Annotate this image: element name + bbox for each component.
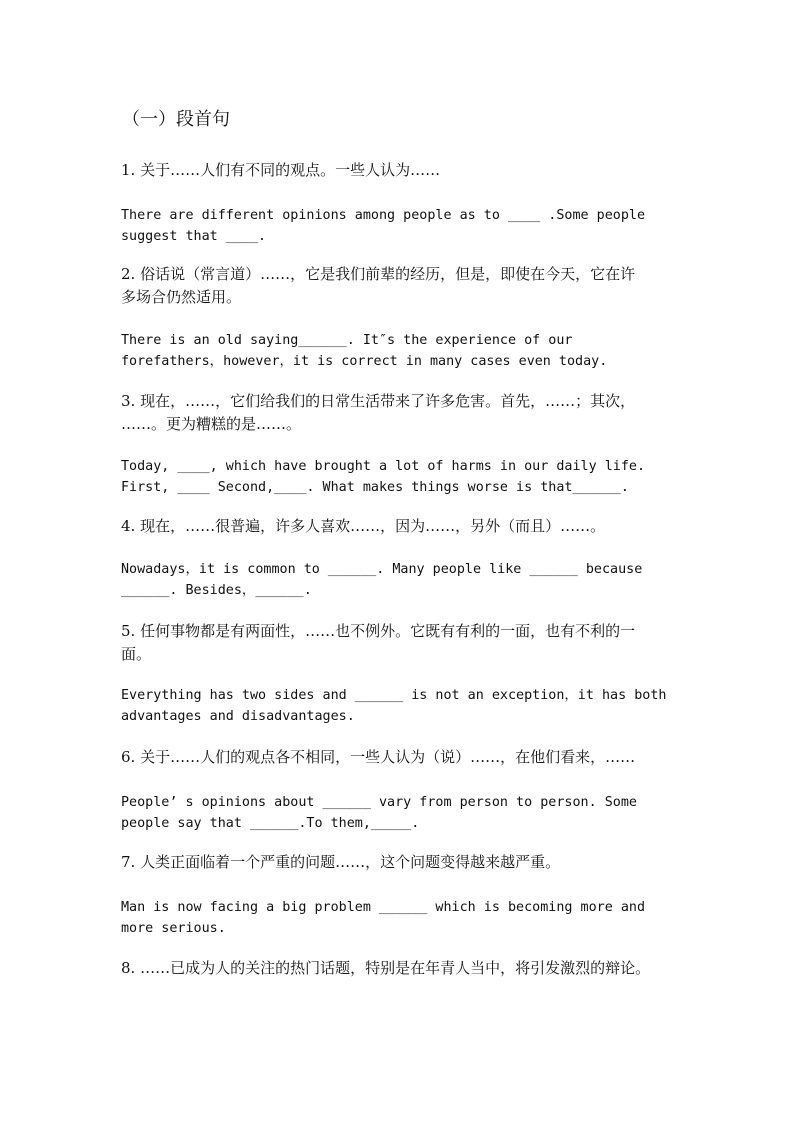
- text-line: 3. 现在，……，它们给我们的日常生活带来了许多危害。首先，……；其次，: [121, 392, 636, 410]
- item-7-chinese: [121, 851, 691, 874]
- text-line: ______. Besides，______.: [121, 583, 312, 598]
- text-line: suggest that ____.: [121, 229, 267, 244]
- item-3-english: [121, 456, 681, 498]
- text-line: People’ s opinions about ______ vary from person to person. Some: [121, 795, 637, 810]
- text-line: ……。更为糟糕的是……。: [121, 415, 302, 433]
- item-1-english: [121, 205, 681, 247]
- item-4-chinese: [121, 515, 691, 538]
- text-line: Everything has two sides and ______ is not an exception，it has both: [121, 688, 667, 703]
- item-5-chinese: [121, 620, 691, 666]
- text-line: 6. 关于……人们的观点各不相同，一些人认为（说）……，在他们看来，……: [121, 748, 636, 766]
- text-line: 多场合仍然适用。: [121, 288, 242, 306]
- text-line: 2. 俗话说（常言道）……，它是我们前辈的经历，但是，即使在今天，它在许: [121, 265, 636, 283]
- text-line: There are different opinions among people as to ____ .Some people: [121, 208, 646, 223]
- text-line: 面。: [121, 645, 152, 663]
- text-line: Today, ____, which have brought a lot of harms in our daily life.: [121, 459, 646, 474]
- text-line: 5. 任何事物都是有两面性，……也不例外。它既有有利的一面，也有不利的一: [121, 622, 636, 640]
- item-4-english: [121, 559, 681, 601]
- text-line: advantages and disadvantages.: [121, 709, 355, 724]
- item-6-english: [121, 792, 681, 834]
- text-line: more serious.: [121, 921, 226, 936]
- item-2-english: [121, 330, 681, 372]
- text-line: 7. 人类正面临着一个严重的问题……，这个问题变得越来越严重。: [121, 853, 561, 871]
- text-line: people say that ______.To them,_____.: [121, 816, 420, 831]
- text-line: Man is now facing a big problem ______ which is becoming more and: [121, 900, 646, 915]
- text-line: 4. 现在，……很普遍，许多人喜欢……，因为……，另外（而且）……。: [121, 517, 606, 535]
- item-2-chinese: [121, 263, 691, 309]
- item-1-chinese: [121, 159, 691, 182]
- section-heading: （一）段首句: [122, 109, 230, 130]
- item-3-chinese: [121, 390, 691, 436]
- item-5-english: [121, 685, 681, 727]
- text-line: There is an old saying______. It″s the experience of our: [121, 333, 573, 348]
- text-line: 8. ……已成为人的关注的热门话题，特别是在年青人当中，将引发激烈的辩论。: [121, 959, 651, 977]
- item-7-english: [121, 897, 681, 939]
- item-8-chinese: [121, 957, 691, 980]
- text-line: Nowadays，it is common to ______. Many people like ______ because: [121, 562, 643, 577]
- text-line: First, ____ Second,____. What makes things worse is that______.: [121, 480, 629, 495]
- item-6-chinese: [121, 746, 691, 769]
- text-line: 1. 关于……人们有不同的观点。一些人认为……: [121, 161, 441, 179]
- text-line: forefathers，however，it is correct in many cases even today.: [121, 354, 608, 369]
